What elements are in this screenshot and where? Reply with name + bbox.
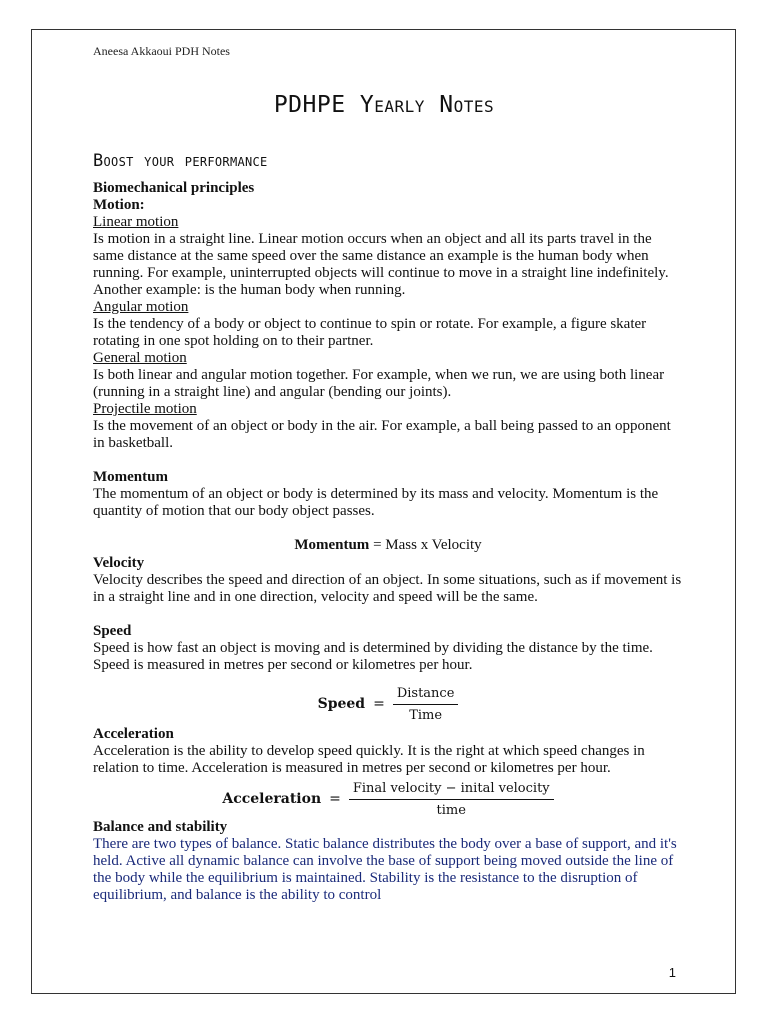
speed-formula-label: Speed	[317, 696, 366, 712]
speed-formula-equals: =	[373, 696, 385, 712]
projectile-motion-title: Projectile motion	[93, 401, 197, 417]
general-motion-text: Is both linear and angular motion together. For example, when we run, we are using both linear (running in a straight line) and angular (bending our joints).	[93, 367, 665, 400]
momentum-heading: Momentum	[93, 469, 168, 485]
section-heading: Boost your performance	[93, 151, 268, 171]
momentum-formula-label: Momentum	[294, 537, 370, 553]
speed-denominator: Time	[409, 708, 443, 723]
speed-formula	[93, 685, 683, 724]
momentum-text: The momentum of an object or body is determined by its mass and velocity. Momentum is the quantity of motion that our body object passes.	[93, 486, 659, 519]
page-number: 1	[668, 965, 676, 980]
linear-motion-text: Is motion in a straight line. Linear motion occurs when an object and all its parts travel in the same distance at the same speed over the same distance an example is the human body when running. For example, uninterrupted objects will continue to move in a straight line indefinitely. Another example: is the human body when running.	[93, 231, 669, 298]
document-body	[93, 180, 683, 904]
momentum-formula	[93, 520, 683, 555]
angular-motion-text: Is the tendency of a body or object to continue to spin or rotate. For example, a figure skater rotating in one spot holding on to their partner.	[93, 316, 647, 349]
page-title: PDHPE Yearly Notes	[273, 92, 495, 118]
speed-numerator: Distance	[393, 685, 459, 705]
acceleration-formula-label: Acceleration	[222, 791, 322, 807]
acceleration-numerator: Final velocity − inital velocity	[349, 780, 554, 800]
motion-heading: Motion:	[93, 197, 145, 213]
acceleration-text: Acceleration is the ability to develop speed quickly. It is the right at which speed changes in relation to time. Acceleration is measured in metres per second or kilometres per hour.	[93, 743, 645, 776]
speed-text: Speed is how fast an object is moving and is determined by dividing the distance by the time. Speed is measured in metres per second or kilometres per hour.	[93, 640, 653, 673]
speed-heading: Speed	[93, 623, 132, 639]
velocity-text: Velocity describes the speed and direction of an object. In some situations, such as if movement is in a straight line and in one direction, velocity and speed will be the same.	[93, 572, 682, 605]
projectile-motion-text: Is the movement of an object or body in the air. For example, a ball being passed to an opponent in basketball.	[93, 418, 671, 451]
acceleration-denominator: time	[436, 803, 466, 818]
acceleration-heading: Acceleration	[93, 726, 174, 742]
biomech-heading: Biomechanical principles	[93, 180, 255, 196]
balance-text: There are two types of balance. Static balance distributes the body over a base of support, and it's held. Active all dynamic balance can involve the base of support being moved outside the line of the body while the equilibrium is maintained. Stability is the resistance to the disruption of equilibrium, and balance is the ability to control	[93, 836, 677, 903]
balance-heading: Balance and stability	[93, 819, 228, 835]
general-motion-title: General motion	[93, 350, 187, 366]
header-author-note: Aneesa Akkaoui PDH Notes	[93, 44, 230, 58]
angular-motion-title: Angular motion	[93, 299, 189, 315]
speed-fraction	[393, 685, 459, 724]
velocity-heading: Velocity	[93, 555, 145, 571]
acceleration-formula	[93, 780, 683, 819]
linear-motion-title: Linear motion	[93, 214, 179, 230]
acceleration-fraction	[349, 780, 554, 819]
acceleration-formula-equals: =	[329, 791, 341, 807]
momentum-formula-rest: = Mass x Velocity	[369, 537, 482, 553]
